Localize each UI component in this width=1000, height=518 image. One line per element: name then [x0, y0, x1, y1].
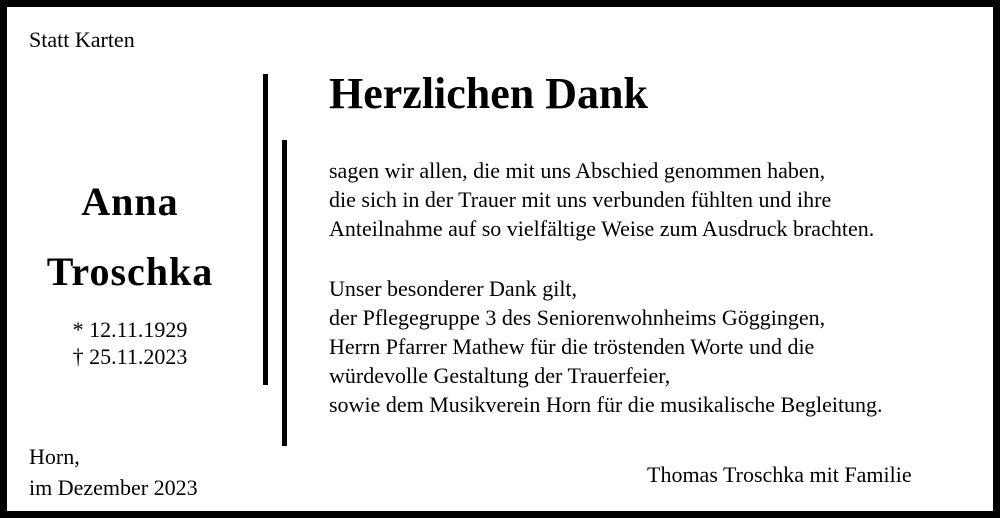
deceased-first-name: Anna [81, 179, 179, 224]
header-note: Statt Karten [29, 27, 135, 52]
deceased-last-name: Troschka [46, 249, 214, 294]
page-title: Herzlichen Dank [329, 69, 648, 118]
text-line: Unser besonderer Dank gilt, [329, 276, 578, 301]
birth-date: * 12.11.1929 [72, 317, 188, 342]
text-line: Herrn Pfarrer Mathew für die tröstenden Worte und die [329, 334, 815, 359]
thanks-paragraph-2 [329, 274, 883, 419]
divider-line-right [282, 140, 287, 446]
divider-line-left [263, 74, 268, 385]
text-line: sowie dem Musikverein Horn für die musikalische Begleitung. [329, 392, 883, 417]
text-line: sagen wir allen, die mit uns Abschied genommen haben, [329, 158, 826, 183]
obituary-notice [7, 7, 993, 511]
text-line: der Pflegegruppe 3 des Seniorenwohnheims Göggingen, [329, 305, 826, 330]
text-line: Anteilnahme auf so vielfältige Weise zum Ausdruck brachten. [329, 216, 875, 241]
place: Horn, [29, 444, 80, 469]
text-line: die sich in der Trauer mit uns verbunden fühlten und ihre [329, 187, 832, 212]
thanks-paragraph-1 [329, 156, 874, 243]
date: im Dezember 2023 [29, 475, 198, 500]
place-and-date [29, 441, 198, 503]
death-date: † 25.11.2023 [72, 344, 188, 369]
signature: Thomas Troschka mit Familie [647, 462, 912, 487]
text-line: würdevolle Gestaltung der Trauerfeier, [329, 363, 671, 388]
